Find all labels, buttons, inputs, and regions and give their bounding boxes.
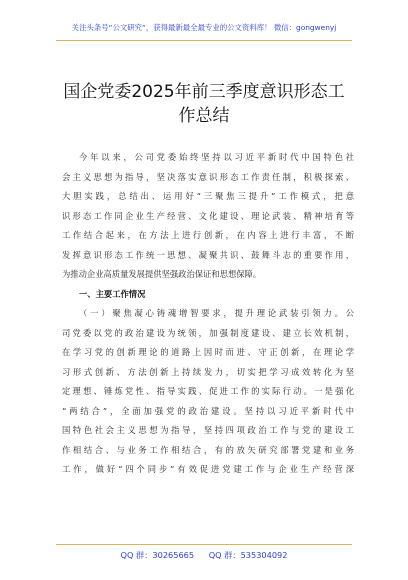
body-line: 识形态工作同企业生产经营、文化建设、理论武装、精神培育等 [62,210,354,221]
body-line: 会主义思想为指导，坚决落实意识形态工作责任制，积极探索、 [62,171,354,182]
body-line: （一）聚焦凝心铸魂增智要求，提升理论武装引领力。公 [79,308,354,318]
body-line: 今年以来，公司党委始终坚持以习近平新时代中国特色社 [79,152,354,162]
header-divider [56,40,352,41]
body-line: 习形式创新、方法创新上持续发力，切实把学习成效转化为坚 [62,366,354,377]
footer-qq-group-1: QQ 群：30265665 [120,550,195,560]
document-body [62,148,354,480]
header-banner: 关注头条号“公文研究”，获得最新最全最专业的公文资料库！ 微信：gongwenyj [71,23,337,32]
title-line-2: 作总结 [178,106,230,126]
footer-qq-group-2: QQ 群：535304092 [208,550,288,560]
body-line: 工作结合起来，在方法上进行创新，在内容上进行丰富，不断 [62,230,354,240]
body-line: 工作，做好“四个同步”有效促进党建工作与企业生产经营深 [62,464,354,474]
title-line-1: 国企党委2025年前三季度意识形态工 [63,82,345,102]
document-title [40,80,368,128]
body-line: 在学习党的创新理论的道路上因时而进、守正创新，在理论学 [62,347,354,357]
body-line: 司党委以党的政治建设为统领，加强制度建设、建立长效机制， [62,327,354,338]
body-line: 为推动企业高质量发展提供坚强政治保证和思想保障。 [62,269,262,279]
body-line: 定理想、锤炼党性、指导实践、促进工作的实际行动。一是强化 [62,386,354,396]
body-line: 大胆实践，总结出、运用好“三聚焦三提升”工作模式，把意 [62,191,354,201]
section-heading: 一、主要工作情况 [79,288,146,299]
footer [0,550,408,561]
body-line: “两结合”，全面加强党的政治建设。坚持以习近平新时代中 [62,405,354,416]
body-line: 作相结合、与业务工作相结合，有的放矢研究部署党建和业务 [62,444,354,455]
footer-divider [56,544,352,545]
body-line: 发挥意识形态工作统一思想、凝聚共识、鼓舞斗志的重要作用， [62,249,354,260]
body-line: 国特色社会主义思想为指导，坚持四项政治工作与党的建设工 [62,425,354,435]
